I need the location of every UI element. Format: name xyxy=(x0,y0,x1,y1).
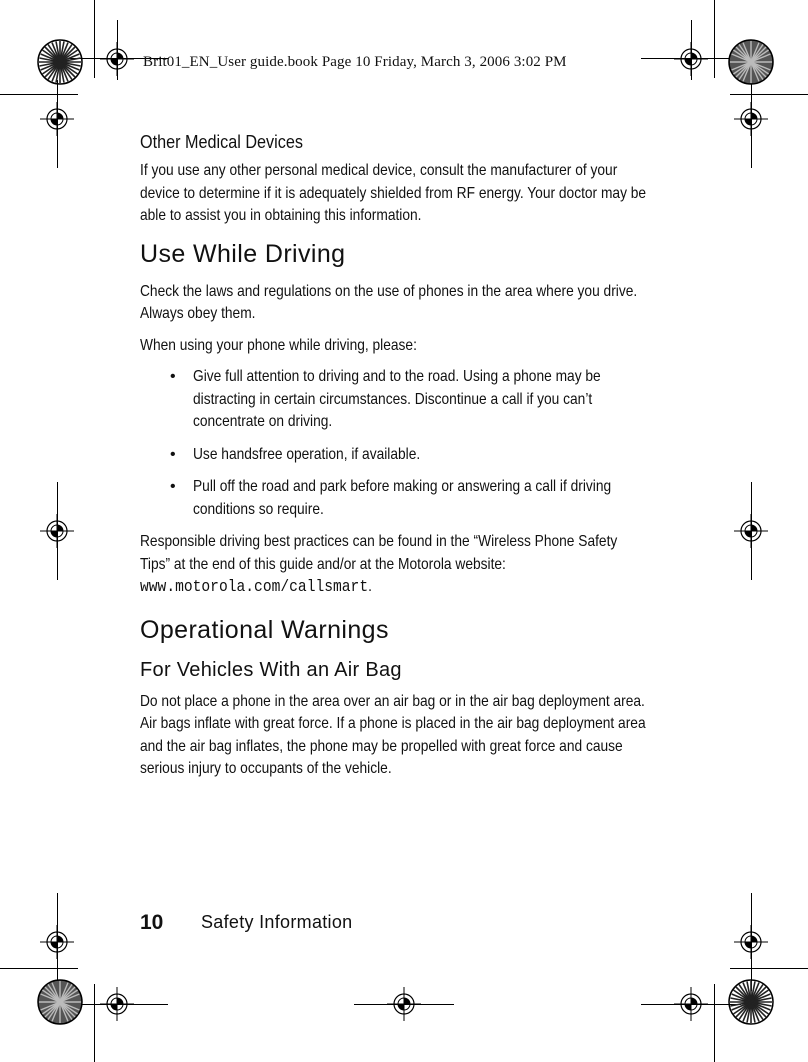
book-header-info: Brit01_EN_User guide.book Page 10 Friday, March 3, 2006 3:02 PM xyxy=(143,54,567,70)
crop-line xyxy=(730,968,808,969)
crop-line xyxy=(94,984,95,1062)
crop-line xyxy=(117,20,118,80)
crop-line xyxy=(641,1004,741,1005)
footer-section-title: Safety Information xyxy=(201,912,353,932)
paragraph-driving-laws: Check the laws and regulations on the use of phones in the area where you drive. Always obey them. xyxy=(140,282,638,322)
motorola-url-link[interactable]: www.motorola.com/callsmart xyxy=(140,578,369,597)
color-bar-star-icon xyxy=(727,978,775,1026)
crop-line xyxy=(714,0,715,78)
heading-air-bag: For Vehicles With an Air Bag xyxy=(140,658,402,681)
crop-line xyxy=(57,80,58,168)
crop-line xyxy=(57,482,58,580)
list-item: • Use handsfree operation, if available. xyxy=(140,444,648,467)
heading-other-medical-devices: Other Medical Devices xyxy=(140,132,303,152)
crop-line xyxy=(0,94,78,95)
list-item: • Pull off the road and park before making or answering a call if driving conditions so require. xyxy=(170,478,612,518)
crop-line xyxy=(0,968,78,969)
bullet-icon: • xyxy=(170,368,176,385)
crop-line xyxy=(641,58,741,59)
paragraph-air-bag: Do not place a phone in the area over an air bag or in the air bag deployment area. Air bags inflate with great force. If a phone is placed in the air bag deployment area and the air bag inflates, the phone may be propelled with great force and cause serious injury to occupants of the vehicle. xyxy=(140,692,646,777)
crop-line xyxy=(751,80,752,168)
bullet-icon: • xyxy=(170,445,176,463)
bullet-icon: • xyxy=(170,478,176,495)
crop-line xyxy=(354,1004,454,1005)
paragraph-driving-intro: When using your phone while driving, please: xyxy=(140,336,417,354)
color-bar-star-icon xyxy=(727,38,775,86)
crop-line xyxy=(714,984,715,1062)
list-item: • Give full attention to driving and to the road. Using a phone may be distracting in certain circumstances. Discontinue a call if you can’t concentrate on driving. xyxy=(170,368,601,430)
heading-operational-warnings: Operational Warnings xyxy=(140,615,389,644)
crop-line xyxy=(751,893,752,991)
color-bar-star-icon xyxy=(36,978,84,1026)
page-content xyxy=(140,132,648,781)
paragraph-medical: If you use any other personal medical device, consult the manufacturer of your device to determine if it is adequately shielded from RF energy. Your doctor may be able to assist you in obtaining this information. xyxy=(140,162,647,224)
paragraph-driving-tips: Responsible driving best practices can be found in the “Wireless Phone Safety Tips” at the end of this guide and/or at the Motorola website: www.motorola.com/callsmart. xyxy=(140,533,618,597)
heading-use-while-driving: Use While Driving xyxy=(140,239,346,268)
crop-line xyxy=(94,0,95,78)
color-bar-star-icon xyxy=(36,38,84,86)
crop-line xyxy=(751,482,752,580)
driving-bullet-list xyxy=(140,366,648,521)
crop-line xyxy=(730,94,808,95)
page-number: 10 xyxy=(140,911,164,934)
crop-line xyxy=(691,20,692,80)
crop-line xyxy=(57,893,58,991)
